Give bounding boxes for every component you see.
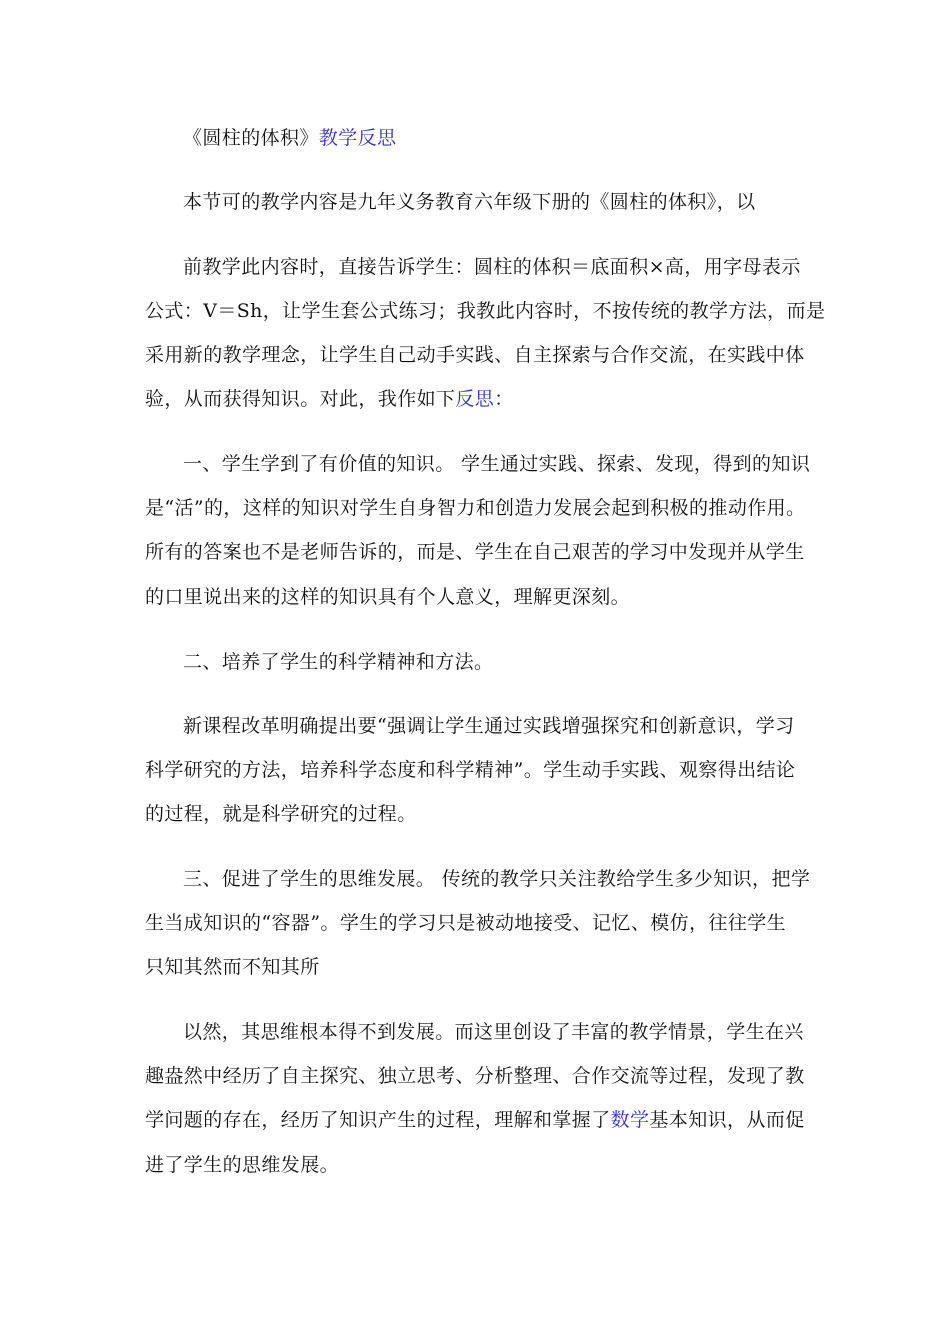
- paragraph-5-line-2: 科学研究的方法，培养科学态度和科学精神”。学生动手实践、观察得出结论: [145, 759, 796, 781]
- paragraph-3-line-1: 一、学生学到了有价值的知识。 学生通过实践、探索、发现，得到的知识: [183, 453, 811, 475]
- document-title: [183, 126, 396, 150]
- paragraph-1-line-1: 本节可的教学内容是九年义务教育六年级下册的《圆柱的体积》，以: [183, 191, 756, 213]
- paragraph-7-line-1: 以然，其思维根本得不到发展。而这里创设了丰富的教学情景，学生在兴: [183, 1021, 804, 1043]
- reflection-link[interactable]: 反思: [455, 388, 495, 410]
- paragraph-7-suffix: 基本知识，从而促: [649, 1109, 805, 1131]
- paragraph-6-line-2: 生当成知识的“容器”。学生的学习只是被动地接受、记忆、模仿，往往学生: [145, 912, 787, 934]
- paragraph-6-line-3: 只知其然而不知其所: [145, 956, 320, 978]
- paragraph-2-line-4-text: 验，从而获得知识。对此，我作如下: [145, 388, 456, 410]
- paragraph-2-line-2: 公式：V＝Sh，让学生套公式练习；我教此内容时，不按传统的教学方法，而是: [145, 300, 826, 322]
- paragraph-4-line-1: 二、培养了学生的科学精神和方法。: [183, 651, 494, 673]
- title-link-teaching-reflection[interactable]: 教学反思: [318, 127, 397, 149]
- paragraph-3-line-4: 的口里说出来的这样的知识具有个人意义，理解更深刻。: [145, 586, 631, 608]
- paragraph-3-line-2: 是“活”的，这样的知识对学生自身智力和创造力发展会起到积极的推动作用。: [145, 497, 806, 519]
- paragraph-5-line-1: 新课程改革明确提出要“强调让学生通过实践增强探究和创新意识，学习: [183, 715, 795, 737]
- math-link[interactable]: 数学: [610, 1109, 650, 1131]
- paragraph-3-line-3: 所有的答案也不是老师告诉的，而是、学生在自己艰苦的学习中发现并从学生: [145, 541, 805, 563]
- paragraph-5-line-3: 的过程，就是科学研究的过程。: [145, 803, 417, 825]
- paragraph-2-line-1: 前教学此内容时，直接告诉学生：圆柱的体积＝底面积×高，用字母表示: [183, 256, 801, 278]
- paragraph-6-line-1: 三、促进了学生的思维发展。 传统的教学只关注教给学生多少知识，把学: [183, 868, 811, 890]
- paragraph-2-line-4: [145, 387, 514, 411]
- paragraph-7-line-3-text: 学问题的存在，经历了知识产生的过程，理解和掌握了: [145, 1109, 611, 1131]
- paragraph-7-line-2: 趣盎然中经历了自主探究、独立思考、分析整理、合作交流等过程，发现了教: [145, 1065, 805, 1087]
- paragraph-2-suffix: ：: [494, 388, 514, 410]
- title-prefix: 《圆柱的体积》: [183, 127, 319, 149]
- paragraph-7-line-3: [145, 1108, 805, 1132]
- paragraph-2-line-3: 采用新的教学理念，让学生自己动手实践、自主探索与合作交流，在实践中体: [145, 344, 805, 366]
- paragraph-7-line-4: 进了学生的思维发展。: [145, 1154, 340, 1176]
